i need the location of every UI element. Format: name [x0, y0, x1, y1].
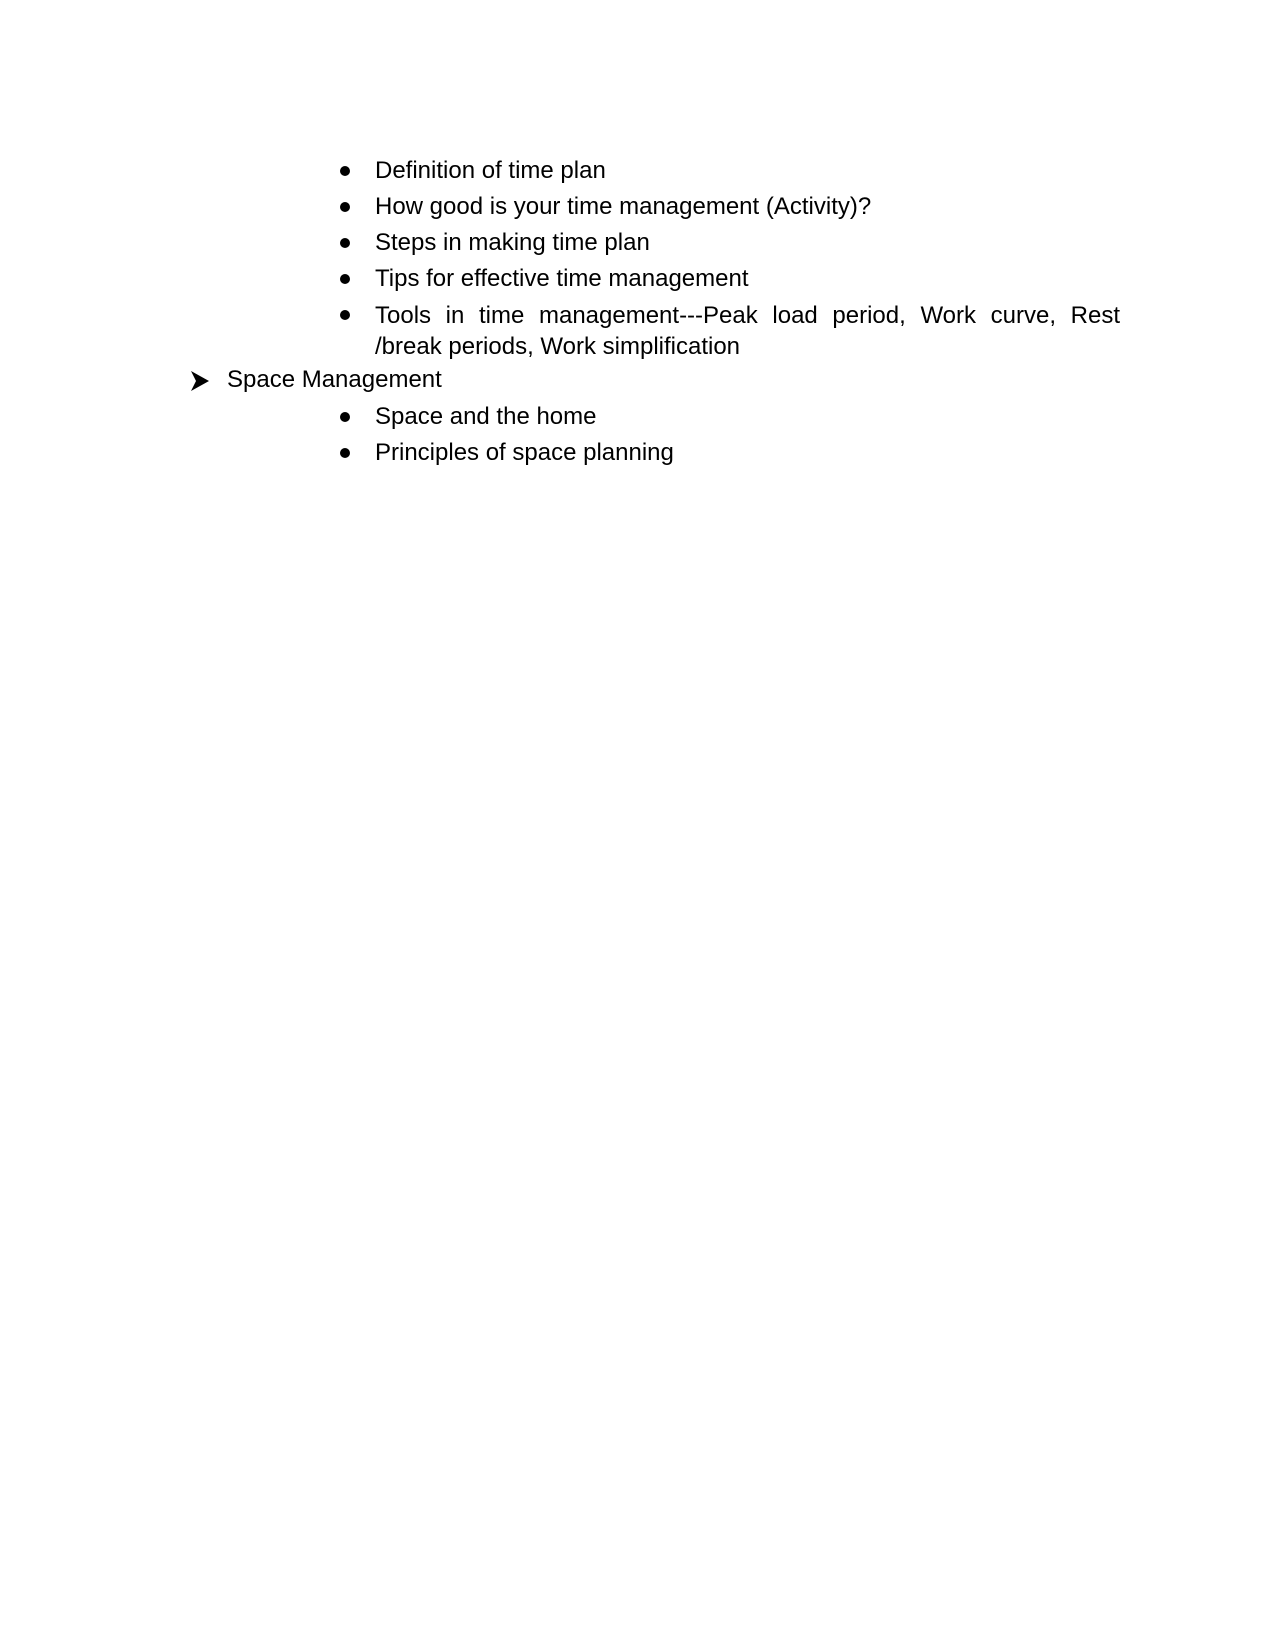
bullet-icon — [340, 166, 350, 176]
list-item: Definition of time plan — [375, 157, 606, 184]
list-item: How good is your time management (Activity)? — [375, 193, 872, 220]
bullet-icon — [340, 448, 350, 458]
list-item: Space and the home — [375, 403, 597, 430]
bullet-icon — [340, 310, 350, 320]
list-item: Tools in time management---Peak load period, Work curve, Rest /break periods, Work simplification — [375, 302, 1120, 360]
arrowhead-bullet-icon — [190, 370, 210, 392]
bullet-icon — [340, 274, 350, 284]
bullet-icon — [340, 238, 350, 248]
space-management-heading: Space Management — [227, 366, 442, 393]
list-item: Steps in making time plan — [375, 229, 650, 256]
list-item: Tips for effective time management — [375, 265, 749, 292]
bullet-icon — [340, 412, 350, 422]
list-item: Principles of space planning — [375, 439, 674, 466]
bullet-icon — [340, 202, 350, 212]
